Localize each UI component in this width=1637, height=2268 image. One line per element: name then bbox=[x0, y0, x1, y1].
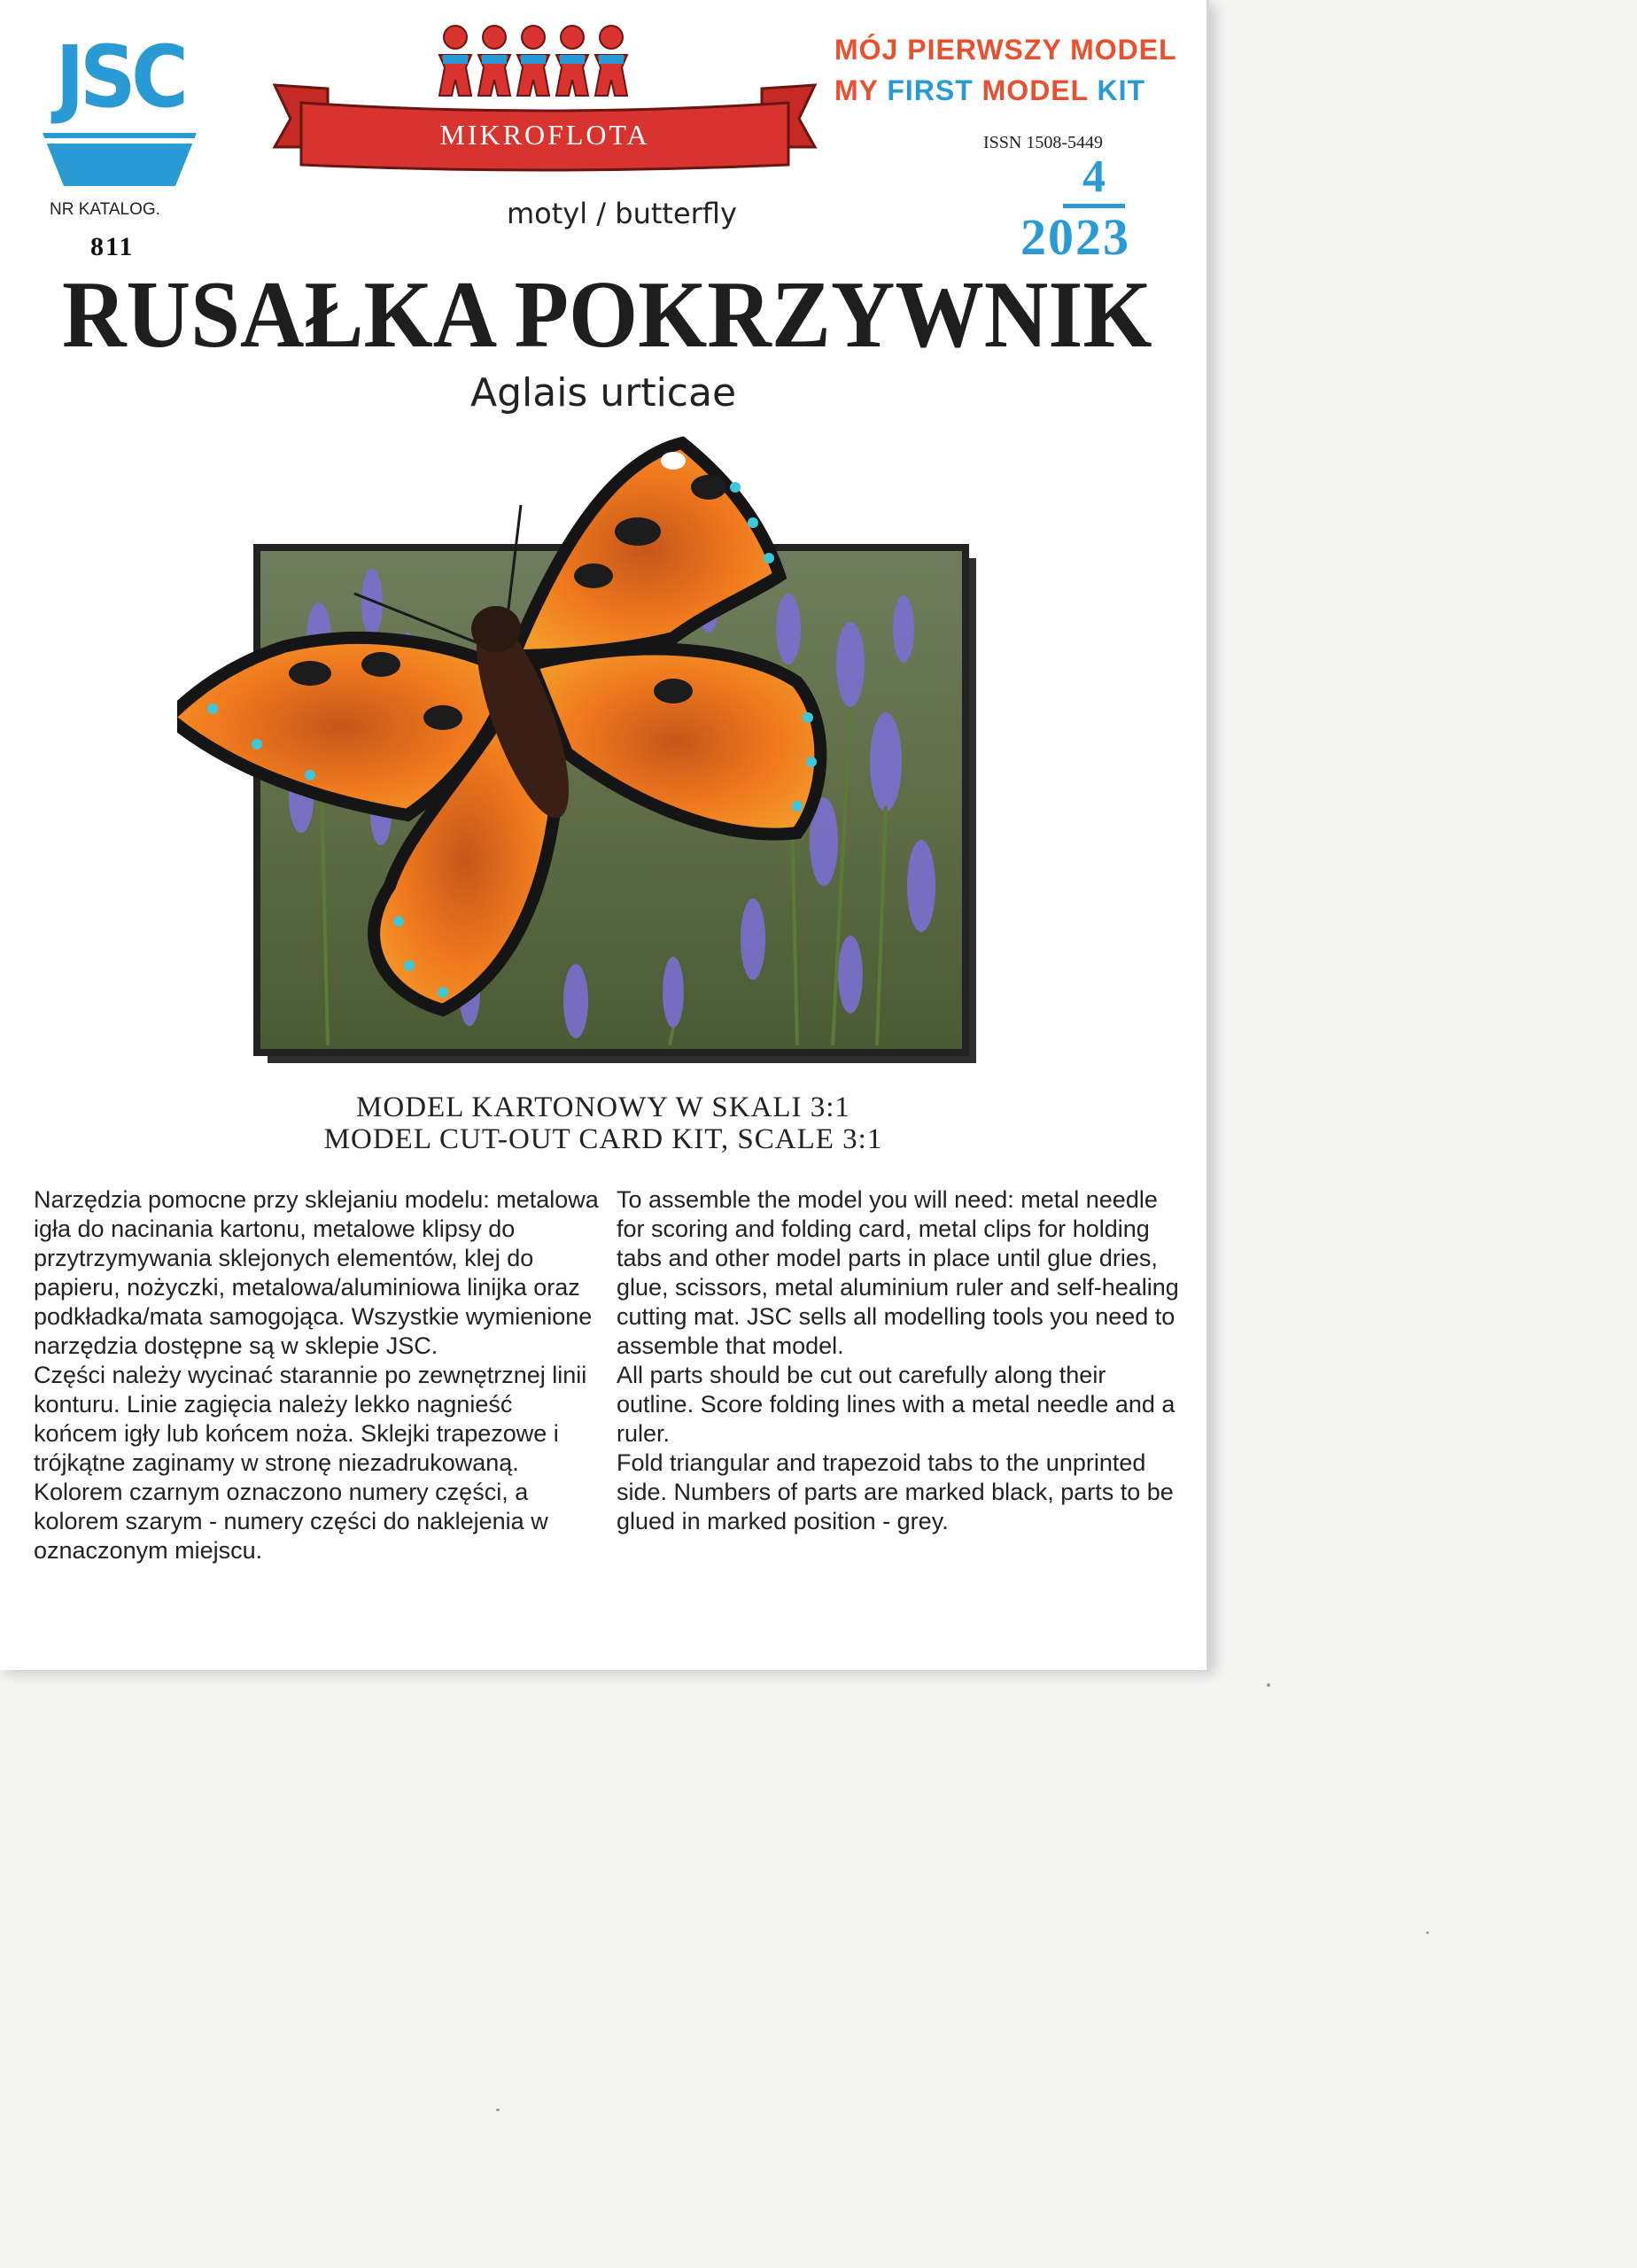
issn: ISSN 1508-5449 bbox=[983, 133, 1104, 152]
instructions-en-paragraph: To assemble the model you will need: metal needle for scoring and folding card, metal clips for holding tabs and other model parts in place until glue dries, glue, scissors, metal aluminium ruler and self-healing cutting mat. JSC sells all modelling tools you need to assemble that model. bbox=[617, 1186, 1179, 1359]
series-title-pl: MÓJ PIERWSZY MODEL bbox=[834, 34, 1177, 66]
jsc-logo bbox=[43, 28, 197, 183]
logo-base-icon bbox=[43, 133, 197, 186]
series-title-en-part3: MODEL bbox=[981, 74, 1089, 106]
scan-speck bbox=[1426, 1931, 1429, 1934]
instructions-en bbox=[617, 1185, 1183, 1536]
scale-en: MODEL CUT-OUT CARD KIT, SCALE 3:1 bbox=[323, 1123, 883, 1155]
banner-label: MIKROFLOTA bbox=[439, 119, 650, 151]
scan-speck bbox=[496, 2109, 500, 2111]
mikroflota-banner bbox=[266, 14, 824, 183]
series-title-en-part4: KIT bbox=[1097, 74, 1146, 106]
instructions-en-paragraph: All parts should be cut out carefully along their outline. Score folding lines with a metal needle and a ruler. bbox=[617, 1362, 1175, 1447]
instructions-pl bbox=[34, 1185, 601, 1565]
instructions-pl-paragraph: Narzędzia pomocne przy sklejaniu modelu: metalowa igła do nacinania kartonu, metalowe klipsy do przytrzymywania sklejonych elementów, klej do papieru, nożyczki, metalowa/aluminiowa linijka oraz podkładka/mata samogojąca. Wszystkie wymienione narzędzia dostępne są w sklepie JSC. bbox=[34, 1186, 599, 1359]
issue-year: 2023 bbox=[1020, 208, 1130, 266]
issue-number: 4 bbox=[1082, 151, 1106, 202]
latin-name: Aglais urticae bbox=[469, 370, 737, 416]
scan-speck bbox=[1267, 1683, 1270, 1687]
series-title-en bbox=[834, 74, 1198, 107]
instructions-en-paragraph: Fold triangular and trapezoid tabs to the unprinted side. Numbers of parts are marked black, parts to be glued in marked position - grey. bbox=[617, 1449, 1174, 1534]
instructions-pl-paragraph: Części należy wycinać starannie po zewnętrznej linii konturu. Linie zagięcia należy lekko nagnieść końcem igły lub końcem noża. Sklejki trapezowe i trójkątne zaginamy w stronę niezadrukowaną. Kolorem czarnym oznaczono numery części, a kolorem szarym - numery części do naklejenia w oznaczonym miejscu. bbox=[34, 1362, 587, 1564]
cover-illustration bbox=[177, 425, 1028, 1081]
catalog-number: 811 bbox=[90, 232, 135, 261]
catalog-label: NR KATALOG. bbox=[50, 200, 160, 219]
series-title-en-part2: FIRST bbox=[887, 74, 974, 106]
logo-text: JSC bbox=[55, 27, 184, 127]
series-title-en-part1: MY bbox=[834, 74, 879, 106]
scale-pl: MODEL KARTONOWY W SKALI 3:1 bbox=[356, 1091, 850, 1123]
butterfly-illustration-icon bbox=[177, 425, 1028, 1081]
subject-kind: motyl / butterfly bbox=[507, 197, 737, 230]
banner-ribbon-icon bbox=[266, 14, 824, 183]
page-title: RUSAŁKA POKRZYWNIK bbox=[62, 262, 1152, 368]
